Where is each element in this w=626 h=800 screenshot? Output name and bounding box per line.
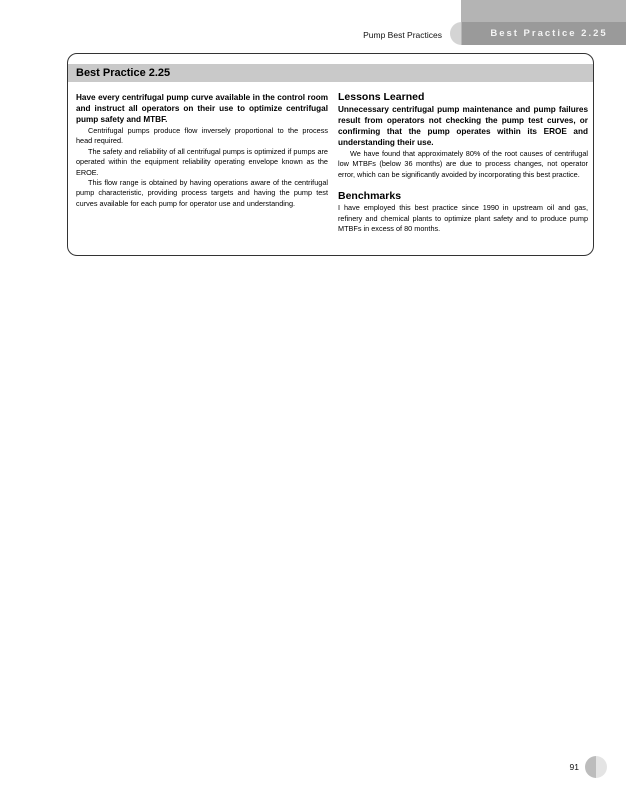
- best-practice-box-header: [68, 64, 593, 82]
- page-number: 91: [569, 762, 579, 772]
- benchmarks-paragraph: I have employed this best practice since 1990 in upstream oil and gas, refinery and chemical plants to optimize plant safety and to produce pump MTBFs in excess of 80 months.: [338, 203, 588, 234]
- header-tab-top-decoration: [461, 0, 626, 22]
- running-head-book-title: Pump Best Practices: [363, 30, 442, 40]
- best-practice-title: Best Practice 2.25: [76, 67, 171, 79]
- best-practice-box: [67, 53, 594, 256]
- lessons-learned-statement: Unnecessary centrifugal pump maintenance and pump failures result from operators not checking the pump test curves, or confirming that the pump operates within its EROE and understanding their use.: [338, 105, 588, 147]
- body-paragraph: The safety and reliability of all centrifugal pumps is optimized if pumps are operated within the equipment reliability operating envelope known as the EROE.: [76, 146, 328, 177]
- lessons-learned-heading: Lessons Learned: [338, 91, 425, 103]
- header-tab-disc: [450, 22, 473, 45]
- benchmarks-heading: Benchmarks: [338, 190, 402, 203]
- running-head-section-tab: Best Practice 2.25: [490, 28, 608, 39]
- right-column: [338, 91, 588, 234]
- body-paragraph: Centrifugal pumps produce flow inversely proportional to the process head required.: [76, 126, 328, 146]
- lessons-learned-paragraph: We have found that approximately 80% of the root causes of centrifugal low MTBFs (below 36 months) are due to process changes, not operator error, which can be significantly avoided by incorporating this best practice.: [338, 149, 588, 179]
- best-practice-statement: Have every centrifugal pump curve available in the control room and instruct all operators on their use to optimize centrifugal pump safety and MTBF.: [76, 93, 328, 124]
- left-column: [76, 92, 328, 209]
- page-number-disc: [585, 756, 607, 778]
- body-paragraph: This flow range is obtained by having operations aware of the centrifugal pump characteristic, providing process targets and having the pump test curves available for each pump for operator use and understanding.: [76, 178, 328, 208]
